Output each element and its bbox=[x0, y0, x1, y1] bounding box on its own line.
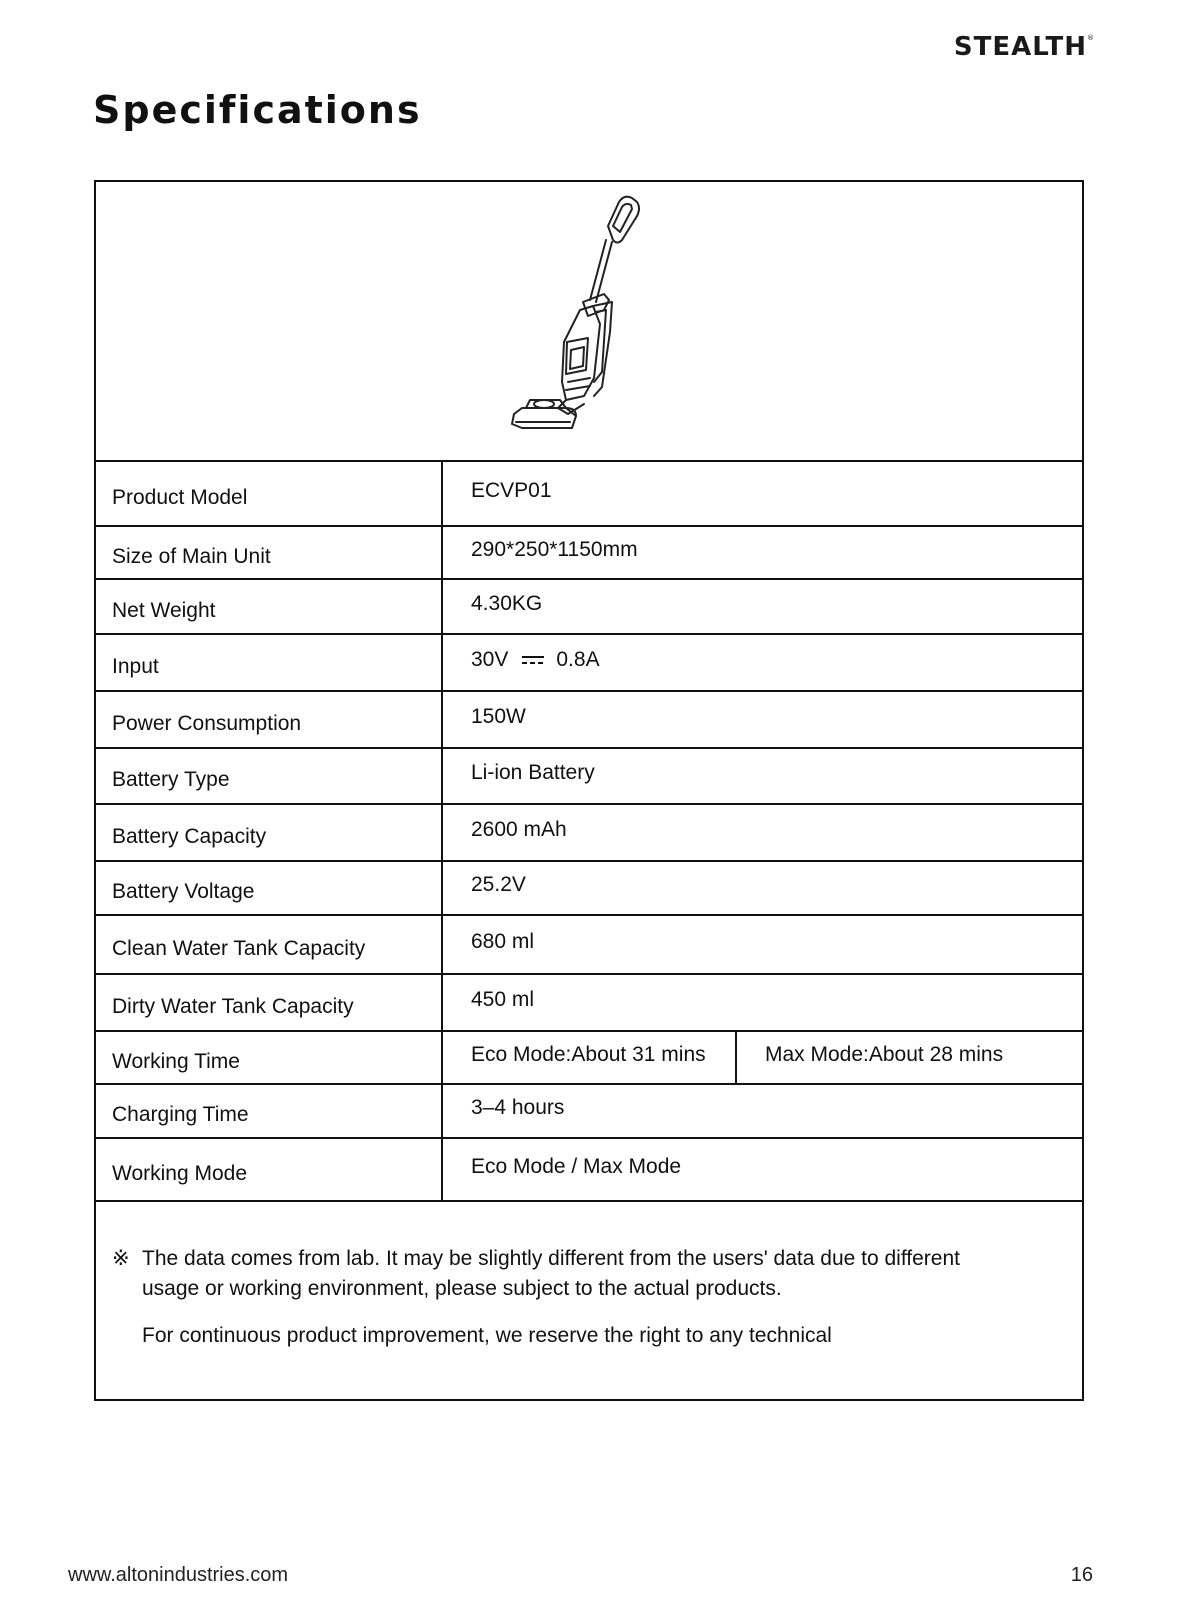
spec-value-max: Max Mode:About 28 mins bbox=[736, 1031, 1082, 1084]
spec-row-charging-time bbox=[96, 1084, 1082, 1138]
disclaimer-note bbox=[96, 1202, 1082, 1399]
brand-name: STEALTH bbox=[953, 32, 1087, 62]
spec-row-battery-voltage bbox=[96, 861, 1082, 915]
page-number: 16 bbox=[1070, 1564, 1093, 1586]
spec-value: 4.30KG bbox=[442, 579, 1082, 634]
spec-label: Battery Voltage bbox=[96, 861, 442, 915]
spec-table bbox=[96, 462, 1082, 1202]
vacuum-cleaner-icon bbox=[96, 182, 1082, 458]
dc-current-icon bbox=[522, 654, 544, 666]
spec-row-working-mode bbox=[96, 1138, 1082, 1201]
spec-label: Clean Water Tank Capacity bbox=[96, 915, 442, 974]
note-line-3: For continuous product improvement, we reserve the right to any technical bbox=[142, 1324, 832, 1347]
spec-value: 150W bbox=[442, 691, 1082, 748]
spec-row-size bbox=[96, 526, 1082, 579]
input-voltage: 30V bbox=[471, 647, 509, 671]
spec-label: Working Mode bbox=[96, 1138, 442, 1201]
spec-row-clean-tank bbox=[96, 915, 1082, 974]
spec-value: 3–4 hours bbox=[442, 1084, 1082, 1138]
spec-row-battery-type bbox=[96, 748, 1082, 804]
spec-table-container bbox=[94, 180, 1084, 1401]
spec-value: 450 ml bbox=[442, 974, 1082, 1031]
brand-logo bbox=[954, 32, 1095, 62]
spec-label: Input bbox=[96, 634, 442, 691]
spec-row-working-time bbox=[96, 1031, 1082, 1084]
spec-value: 680 ml bbox=[442, 915, 1082, 974]
spec-value: 290*250*1150mm bbox=[442, 526, 1082, 579]
spec-label: Working Time bbox=[96, 1031, 442, 1084]
spec-row-power bbox=[96, 691, 1082, 748]
input-current: 0.8A bbox=[556, 647, 600, 671]
spec-value-eco: Eco Mode:About 31 mins bbox=[442, 1031, 736, 1084]
spec-row-dirty-tank bbox=[96, 974, 1082, 1031]
product-image-cell bbox=[96, 182, 1082, 462]
spec-value: ECVP01 bbox=[442, 462, 1082, 526]
spec-value: Li-ion Battery bbox=[442, 748, 1082, 804]
spec-row-battery-capacity bbox=[96, 804, 1082, 861]
spec-label: Product Model bbox=[96, 462, 442, 526]
spec-label: Battery Capacity bbox=[96, 804, 442, 861]
spec-row-net-weight bbox=[96, 579, 1082, 634]
spec-label: Power Consumption bbox=[96, 691, 442, 748]
spec-label: Battery Type bbox=[96, 748, 442, 804]
spec-value: Eco Mode / Max Mode bbox=[442, 1138, 1082, 1201]
page-title: Specifications bbox=[93, 88, 422, 132]
note-line-2: usage or working environment, please subject to the actual products. bbox=[142, 1277, 782, 1300]
note-line-1: The data comes from lab. It may be slightly different from the users' data due to different bbox=[142, 1247, 960, 1270]
reference-mark: ※ bbox=[112, 1247, 130, 1270]
registered-mark: ® bbox=[1087, 34, 1095, 42]
spec-row-product-model bbox=[96, 462, 1082, 526]
footer-website: www.altonindustries.com bbox=[68, 1564, 289, 1586]
spec-label: Size of Main Unit bbox=[96, 526, 442, 579]
spec-label: Dirty Water Tank Capacity bbox=[96, 974, 442, 1031]
spec-value: 2600 mAh bbox=[442, 804, 1082, 861]
spec-row-input bbox=[96, 634, 1082, 691]
spec-label: Net Weight bbox=[96, 579, 442, 634]
spec-value: 25.2V bbox=[442, 861, 1082, 915]
spec-label: Charging Time bbox=[96, 1084, 442, 1138]
spec-value bbox=[442, 634, 1082, 691]
